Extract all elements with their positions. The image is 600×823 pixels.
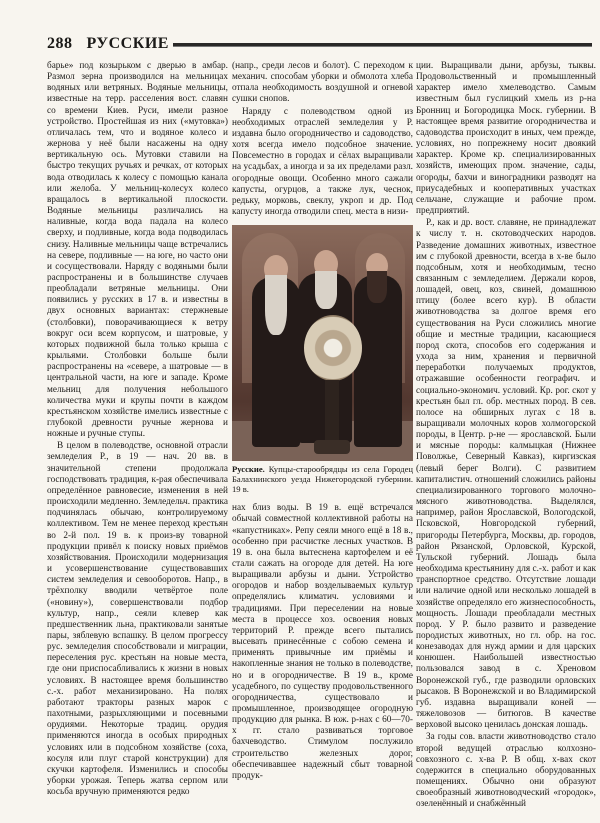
page-header — [47, 32, 592, 56]
paragraph: За годы сов. власти животноводство стало второй ведущей отраслью колхозно-совхозного с. х-ва Р. В общ. х-вах скот содержится в специально оборудованных помещениях. Обычно они образуют своеобразный животноводческий «городок», озеленённый и снабжённый — [416, 732, 596, 810]
running-title: РУССКИЕ — [86, 35, 169, 52]
caption-title: Русские. — [232, 464, 265, 475]
paragraph: ции. Выращивали дыни, арбузы, тыквы. Продовольственный и промышленный характер имело хмелеводство. Самым известным был гуслицкий хмель из р-на Бронниц и Богородицка Моск. губернии. В настоящее время развитие огородничества и садоводства происходит в иных, чем прежде, условиях, но попрежнему носит двоякий характер. Кроме кр. специализированных хозяйств, имеющих пром. значение, сады, огороды, бахчи и виноградники разводят на приусадебных и кооперативных участках сельчане, служащие и рабочие пром. предприятий. — [416, 61, 596, 217]
paragraph: Р., как и др. вост. славяне, не принадлежат к числу т. н. скотоводческих народов. Разведение домашних животных, известное им с глубокой древности, всегда в х-ве было подсобным, хотя и необходимым, тесно связанным с земледелием. Держали коров, лошадей, овец, коз, свиней, домашнюю птицу (более всего кур). В области животноводства за долгое время его существования на Руси сложились многие общие и местные традиции, касающиеся пород скота, способов его содержания и ухода за ним, хранения и первичной переработки получаемых продуктов, отражавшие особенности географич. и социально-экономич. условий. Кр. рог. скот у крестьян был гл. обр. местных пород. В сев. полосе на обширных лугах с 18 в. выращивали молочных коров холмогорской породы, в Центр. р-не — ярославской. Были и мясные породы: калмыцкая (Нижнее Поволжье, Северный Кавказ), киргизская (левый берег Волги). С развитием капиталистич. отношений сложились районы специализированного торгового молочно-мясного животноводства. Выделялся, например, район Ярославской, Вологодской, Псковской, Новгородской губерний, пригороды Петербурга, Москвы, др. городов, район Рязанской, Орловской, Курской, Тульской губерний. Лошадь была необходима крестьянину для с.-х. работ и как транспортное средство. Отсутствие лошади или наличие одной или несколько лошадей в хозяйстве определяло его жизнеспособность, мощность. Лошади преобладали местных пород. У Р. было развито и разведение породистых животных, но гл. обр. на гос. конезаводах для нужд армии и для царских конюшен. Наибольшей известностью пользовался завод в с. Хреновом Воронежской губ., где разводили орловских рысаков. В Воронежской и во Владимирской губ. издавна выращивали коней — тяжеловозов — битюгов. В качестве верховой высоко ценилась донская лошадь. — [416, 218, 596, 731]
paragraph: барье» под козырьком с дверью в амбар. Размол зерна производился на мельницах водяных или ветряных. Водяные мельницы, известные на терр. расселения вост. славян со времени Киев. Руси, имели разное устройство. Простейшая из них («мутовка») отличалась тем, что и водяное колесо и жернова у неё были насажены на одну вертикальную ось. Мутовки ставили на быстро текущих ручьях и речках, от которых вода отводилась к колесу с помощью канала или желоба. У мельниц-колесух колесо вращалось в вертикальной плоскости. Водяные мельницы различались на наливные, когда вода падала на колесо сверху, и подливные, когда вода подводилась снизу. Наливные мельницы чаще встречались на севере, подливные — на юге, но часто они и сосуществовали. Наряду с водяными были распространены и в большинстве случаев преобладали ветряные мельницы. Они появились у русских в 17 в. и известны в двух основных вариантах: стержневые (столбовки), поворачивающиеся к ветру вокруг оси всем корпусом, и шатровые, у которых подвижной была только крыша с крыльями. Столбовки больше были распространены на «севере, а шатровые — в центральной части, на юге и западе. Кроме мельниц для получения небольшого количества муки и крупы почти в каждом крестьянском хозяйстве имелись известные с глубокой древности ручные жернова и ножные и ручные ступы. — [47, 61, 228, 440]
column-right — [416, 61, 596, 810]
page-number: 288 — [47, 35, 73, 52]
paragraph: В целом в полеводстве, основной отрасли земледелия Р., в 19 — нач. 20 вв. в значительной степени продолжала господствовать традиция, к-рая обеспечивала определённое равновесие, изменения в ней происходили медленно. Земледельч. практика подчинялась обычаю, контролируемому коллективом. Тем не менее переход крестьян во 2-й пол. 19 в. к произ-ву товарной продукции привёл к поиску новых приёмов хозяйствования. Происходили модернизация и усовершенствование существовавших систем земледелия и севооборотов. Напр., в трёхполку вводили четвёртое поле («новину»), совершенствовали подбор культур, напр., сеяли клевер как предшественник льна, практиковали занятые пары, зяблевую вспашку. В целом прогрессу рус. земледелия способствовали и миграции, переселения рус. крестьян на новые места, где они приспосабливались к жизни в новых условиях. В настоящее время большинство с.-х. работ механизировано. На полях работают тракторы разных марок с пахотными, разрыхляющими и посевными орудиями. Некоторые традиц. орудия применяются иногда в особых природных условиях или в подсобном хозяйстве (соха, косуля или плуг старой конструкции) для скучки картофеля. Изменились и способы уборки урожая. Теперь жатва серпом или косьба вручную применяются редко — [47, 441, 228, 798]
paragraph: нах близ воды. В 19 в. ещё встречался обычай совместной коллективной работы на «капустниках». Репу сеяли много ещё в 18 в., особенно при расчистке лесных участков. В 19 в. она была вытеснена картофелем и её стали сажать на огороде для детей. На юге выращивали арбузы и дыни. Устройство огородов и набор возделываемых культур определялись климатич. условиями и традициями. При переселении на новые места в процессе хоз. освоения новых территорий Р. прежде всего пытались высевать принесённые с собою семена и применять привычные им приёмы и накопленные знания не только в полеводстве, но и в огородничестве. В 19 в., кроме усадебного, по существу продовольственного огородничества, существовало и промышленное, производящее огородную продукцию для рынка. В юж. р-нах с 60—70-х гг. стало развиваться торговое бахчеводство. Стимулом послужило строительство железных дорог, обеспечивавшее надежный сбыт товарной продук- — [232, 503, 413, 781]
paragraph: Наряду с полеводством одной из необходимых отраслей земледелия у Р. издавна было огородничество и садоводство, хотя всегда имело подсобное значение. Повсеместно в городах и сёлах выращивали на усадьбах, а иногда и за их пределами разл. огородные овощи. Особенно много сажали капусты, огурцов, а также лук, чеснок, редьку, морковь, свеклу, укроп и др. Под капусту иногда отводили спец. места в низи- — [232, 106, 413, 218]
column-left — [47, 61, 228, 798]
photo-old-believer-merchants — [232, 225, 413, 461]
caption-text: Купцы-старообрядцы из села Городец Балахнинского уезда Нижегородской губернии. 19 в. — [232, 464, 413, 495]
paragraph: (напр., среди лесов и болот). С переходом к механич. способам уборки и обмолота хлеба отпала необходимость воздушной и огневой сушки снопов. — [232, 61, 413, 105]
header-rule — [173, 43, 592, 47]
column-middle — [232, 61, 413, 782]
figure-caption — [232, 464, 413, 494]
figure — [232, 225, 413, 494]
